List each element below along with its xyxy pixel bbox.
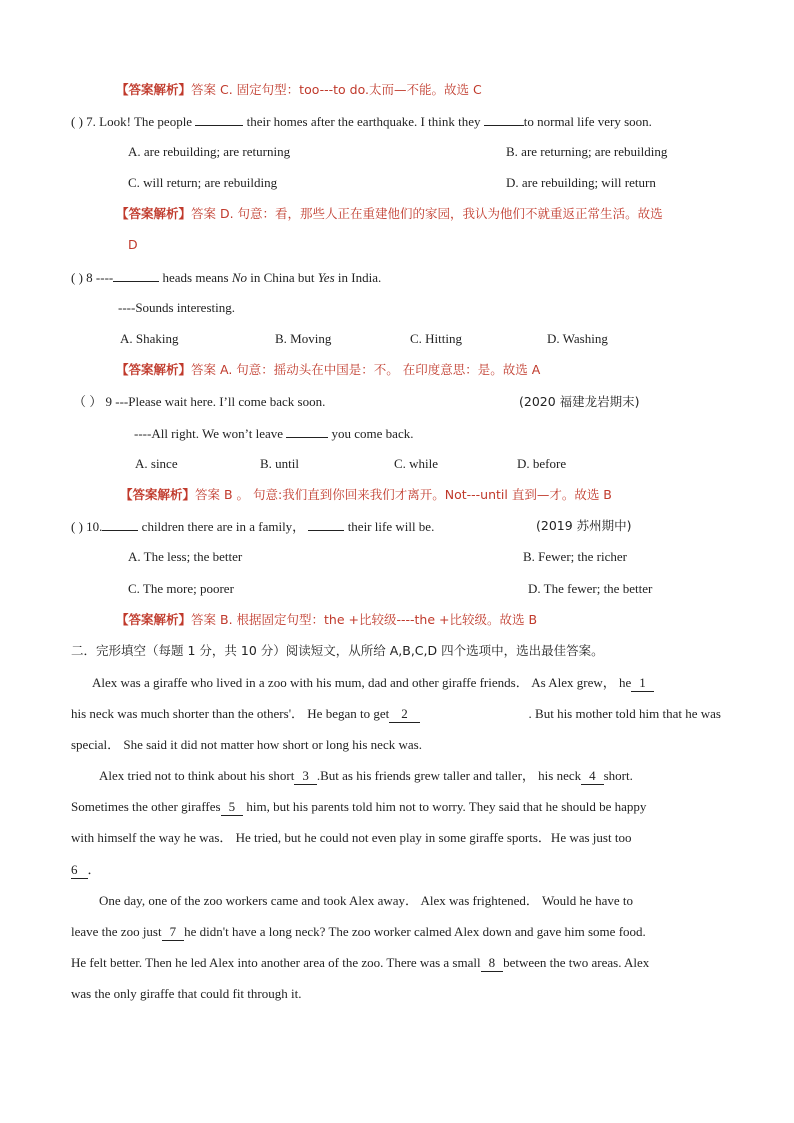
passage-line: with himself the way he was． He tried, but he could not even play in some giraffe sports．He was just too [71,830,632,845]
q7-answer [116,206,663,222]
question-text: children there are in a family， [141,519,306,534]
answer-text: 答案 B. 根据固定句型：the +比较级----the +比较级。故选 B [191,612,538,627]
passage-text: short. [603,768,633,783]
passage-line: special． She said it did not matter how short or long his neck was. [71,737,422,752]
cloze-blank-3[interactable]: 3 [294,768,317,785]
answer-tag: 【答案解析】 [120,487,196,502]
passage-text: he didn't have a long neck? The zoo worker calmed Alex down and gave him some food. [184,924,646,939]
blank[interactable] [113,269,159,282]
question-8 [71,269,381,286]
option-c[interactable]: C. while [394,456,439,471]
answer-paren[interactable]: （ ） [73,394,103,409]
q7-answer-cont: D [128,237,138,252]
passage-line [71,862,101,879]
question-text: 10. [86,519,103,534]
passage-line [92,675,654,692]
option-c[interactable]: C. will return; are rebuilding [128,175,278,190]
question-text: their homes after the earthquake. I think they [246,114,481,129]
passage-line: One day, one of the zoo workers came and took Alex away． Alex was frightened． Would he have to [99,893,633,908]
q8-answer [116,362,540,378]
question-text: 8 ---- [86,270,114,285]
answer-text: 答案 C. 固定句型：too---to do.太而—不能。故选 C [191,82,482,97]
blank[interactable] [308,518,344,531]
passage-text: ． [87,862,101,877]
option-d[interactable]: D. before [517,456,567,471]
passage-line: was the only giraffe that could fit through it. [71,986,302,1001]
question-text: their life will be. [347,519,435,534]
blank[interactable] [484,113,524,126]
cloze-blank-7[interactable]: 7 [162,924,185,941]
answer-tag: 【答案解析】 [116,206,192,221]
option-b[interactable]: B. are returning; are rebuilding [506,144,668,159]
passage-text: .But as his friends grew taller and taller， his neck [316,768,582,783]
q9-answer [120,487,612,503]
option-d[interactable]: D. Washing [547,331,608,346]
question-text: 7. Look! The people [86,114,193,129]
answer-paren[interactable]: ( ) [71,114,83,129]
question-source: (2020 福建龙岩期末) [519,394,640,409]
cloze-blank-4[interactable]: 4 [581,768,604,785]
option-a[interactable]: A. since [135,456,178,471]
passage-text: . But his mother told him that he was [528,706,721,721]
cloze-blank-1[interactable]: 1 [631,675,654,692]
question-text: heads means [159,270,232,285]
answer-paren[interactable]: ( ) [71,519,83,534]
blank[interactable] [102,518,138,531]
reply-text: you come back. [331,426,414,441]
answer-tag: 【答案解析】 [116,612,192,627]
passage-text: between the two areas. Alex [503,955,650,970]
passage-text: leave the zoo just [71,924,162,939]
option-c[interactable]: C. Hitting [410,331,463,346]
answer-text: 答案 A. 句意：摇动头在中国是：不。 在印度意思：是。故选 A [191,362,541,377]
passage-text: He felt better. Then he led Alex into another area of the zoo. There was a small [71,955,481,970]
reply: ----Sounds interesting. [118,300,235,315]
question-9 [73,394,325,410]
answer-text: 答案 B 。 句意:我们直到你回来我们才离开。Not---until 直到—才。故选 B [195,487,612,502]
passage-line [71,924,646,941]
option-b[interactable]: B. until [260,456,300,471]
passage-text: Alex was a giraffe who lived in a zoo with his mum, dad and other giraffe friends． As Alex grew， he [92,675,632,690]
option-b[interactable]: B. Moving [275,331,332,346]
answer-text: 答案 D. 句意：看，那些人正在重建他们的家园，我认为他们不就重返正常生活。故选 [191,206,663,221]
reply-text: ----All right. We won’t leave [134,426,284,441]
option-d[interactable]: D. The fewer; the better [528,581,653,596]
reply [134,425,413,442]
question-text: in China but [246,270,318,285]
cloze-blank-6[interactable]: 6 [71,862,88,879]
blank[interactable] [195,113,243,126]
option-a[interactable]: A. are rebuilding; are returning [128,144,291,159]
passage-line [71,706,721,723]
passage-text: Sometimes the other giraffes [71,799,221,814]
question-text: Yes [317,270,335,285]
passage-line [71,799,646,816]
passage-line [71,955,649,972]
cloze-blank-2[interactable]: 2 [389,706,420,723]
option-a[interactable]: A. The less; the better [128,549,243,564]
option-a[interactable]: A. Shaking [120,331,179,346]
answer-paren[interactable]: ( ) [71,270,83,285]
section-heading: 二．完形填空（每题 1 分，共 10 分）阅读短文，从所给 A,B,C,D 四个选项中，选出最佳答案。 [71,643,604,658]
passage-text [71,706,420,723]
question-7 [71,113,652,130]
option-b[interactable]: B. Fewer; the richer [523,549,627,564]
answer-tag: 【答案解析】 [116,82,192,97]
question-source: (2019 苏州期中) [536,518,632,533]
cloze-blank-8[interactable]: 8 [481,955,504,972]
question-10 [71,518,434,535]
answer-tag: 【答案解析】 [116,362,192,377]
passage-text: his neck was much shorter than the others'． He began to get [71,706,390,721]
question-text: in India. [334,270,382,285]
q6-answer [116,82,482,98]
passage-line [99,768,633,785]
option-d[interactable]: D. are rebuilding; will return [506,175,656,190]
blank[interactable] [286,425,328,438]
option-c[interactable]: C. The more; poorer [128,581,234,596]
passage-text: him, but his parents told him not to worry. They said that he should be happy [243,799,647,814]
question-text: No [231,270,247,285]
passage-text: Alex tried not to think about his short [99,768,295,783]
q10-answer [116,612,537,628]
question-text: 9 ---Please wait here. I’ll come back soon. [105,394,326,409]
question-text: to normal life very soon. [523,114,652,129]
cloze-blank-5[interactable]: 5 [221,799,244,816]
